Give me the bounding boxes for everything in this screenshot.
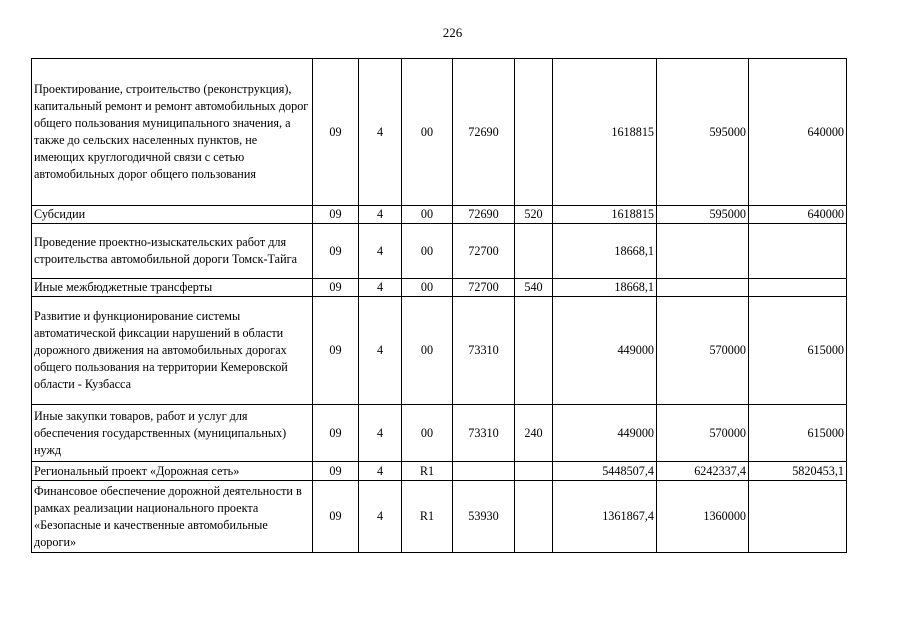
amount-year-2: 595000	[657, 206, 749, 224]
target-code: 53930	[453, 481, 515, 553]
target-code: 72690	[453, 59, 515, 206]
section-code: 09	[313, 481, 359, 553]
expense-type	[515, 59, 553, 206]
row-name: Региональный проект «Дорожная сеть»	[32, 462, 313, 481]
amount-year-1: 18668,1	[553, 224, 657, 279]
amount-year-1: 1361867,4	[553, 481, 657, 553]
row-name: Иные закупки товаров, работ и услуг для обеспечения государственных (муниципальных) нужд	[32, 405, 313, 462]
page-number: 226	[442, 25, 463, 40]
section-code: 09	[313, 297, 359, 405]
section-code: 09	[313, 59, 359, 206]
amount-year-3	[749, 279, 847, 297]
amount-year-3: 640000	[749, 59, 847, 206]
subprogram-code: 00	[402, 59, 453, 206]
amount-year-2: 6242337,4	[657, 462, 749, 481]
program-code: 4	[359, 224, 402, 279]
program-code: 4	[359, 206, 402, 224]
amount-year-3	[749, 224, 847, 279]
table-row	[32, 462, 847, 481]
section-code: 09	[313, 224, 359, 279]
row-name: Иные межбюджетные трансферты	[32, 279, 313, 297]
amount-year-1: 1618815	[553, 59, 657, 206]
expense-type: 240	[515, 405, 553, 462]
table-row	[32, 481, 847, 553]
target-code: 72690	[453, 206, 515, 224]
expense-type	[515, 462, 553, 481]
program-code: 4	[359, 279, 402, 297]
amount-year-3: 640000	[749, 206, 847, 224]
amount-year-3: 615000	[749, 297, 847, 405]
subprogram-code: R1	[402, 481, 453, 553]
program-code: 4	[359, 462, 402, 481]
row-name: Финансовое обеспечение дорожной деятельности в рамках реализации национального проекта «Безопасные и качественные автомобильные дороги»	[32, 481, 313, 553]
table-row	[32, 297, 847, 405]
amount-year-3: 615000	[749, 405, 847, 462]
program-code: 4	[359, 59, 402, 206]
row-name: Субсидии	[32, 206, 313, 224]
subprogram-code: 00	[402, 279, 453, 297]
expense-type: 540	[515, 279, 553, 297]
amount-year-1: 5448507,4	[553, 462, 657, 481]
table-row	[32, 279, 847, 297]
subprogram-code: 00	[402, 206, 453, 224]
amount-year-2: 595000	[657, 59, 749, 206]
row-name: Проведение проектно-изыскательских работ для строительства автомобильной дороги Томск-Тайга	[32, 224, 313, 279]
program-code: 4	[359, 481, 402, 553]
section-code: 09	[313, 206, 359, 224]
amount-year-2: 570000	[657, 405, 749, 462]
target-code: 72700	[453, 224, 515, 279]
budget-table	[31, 58, 847, 553]
section-code: 09	[313, 279, 359, 297]
expense-type	[515, 297, 553, 405]
expense-type: 520	[515, 206, 553, 224]
subprogram-code: 00	[402, 405, 453, 462]
subprogram-code: 00	[402, 224, 453, 279]
row-name: Проектирование, строительство (реконструкция), капитальный ремонт и ремонт автомобильных дорог общего пользования муниципального значения, а также до сельских населенных пунктов, не имеющих круглогодичной связи с сетью автомобильных дорог общего пользования	[32, 59, 313, 206]
subprogram-code: R1	[402, 462, 453, 481]
amount-year-3	[749, 481, 847, 553]
amount-year-3: 5820453,1	[749, 462, 847, 481]
section-code: 09	[313, 462, 359, 481]
target-code: 73310	[453, 297, 515, 405]
target-code: 73310	[453, 405, 515, 462]
target-code	[453, 462, 515, 481]
amount-year-1: 1618815	[553, 206, 657, 224]
amount-year-1: 449000	[553, 297, 657, 405]
table-row	[32, 405, 847, 462]
section-code: 09	[313, 405, 359, 462]
table-row	[32, 224, 847, 279]
expense-type	[515, 481, 553, 553]
program-code: 4	[359, 405, 402, 462]
amount-year-2	[657, 224, 749, 279]
expense-type	[515, 224, 553, 279]
amount-year-2: 570000	[657, 297, 749, 405]
target-code: 72700	[453, 279, 515, 297]
amount-year-1: 449000	[553, 405, 657, 462]
subprogram-code: 00	[402, 297, 453, 405]
row-name: Развитие и функционирование системы автоматической фиксации нарушений в области дорожного движения на автомобильных дорогах общего пользования на территории Кемеровской области - Кузбасса	[32, 297, 313, 405]
amount-year-1: 18668,1	[553, 279, 657, 297]
amount-year-2	[657, 279, 749, 297]
table-row	[32, 59, 847, 206]
program-code: 4	[359, 297, 402, 405]
table-row	[32, 206, 847, 224]
amount-year-2: 1360000	[657, 481, 749, 553]
